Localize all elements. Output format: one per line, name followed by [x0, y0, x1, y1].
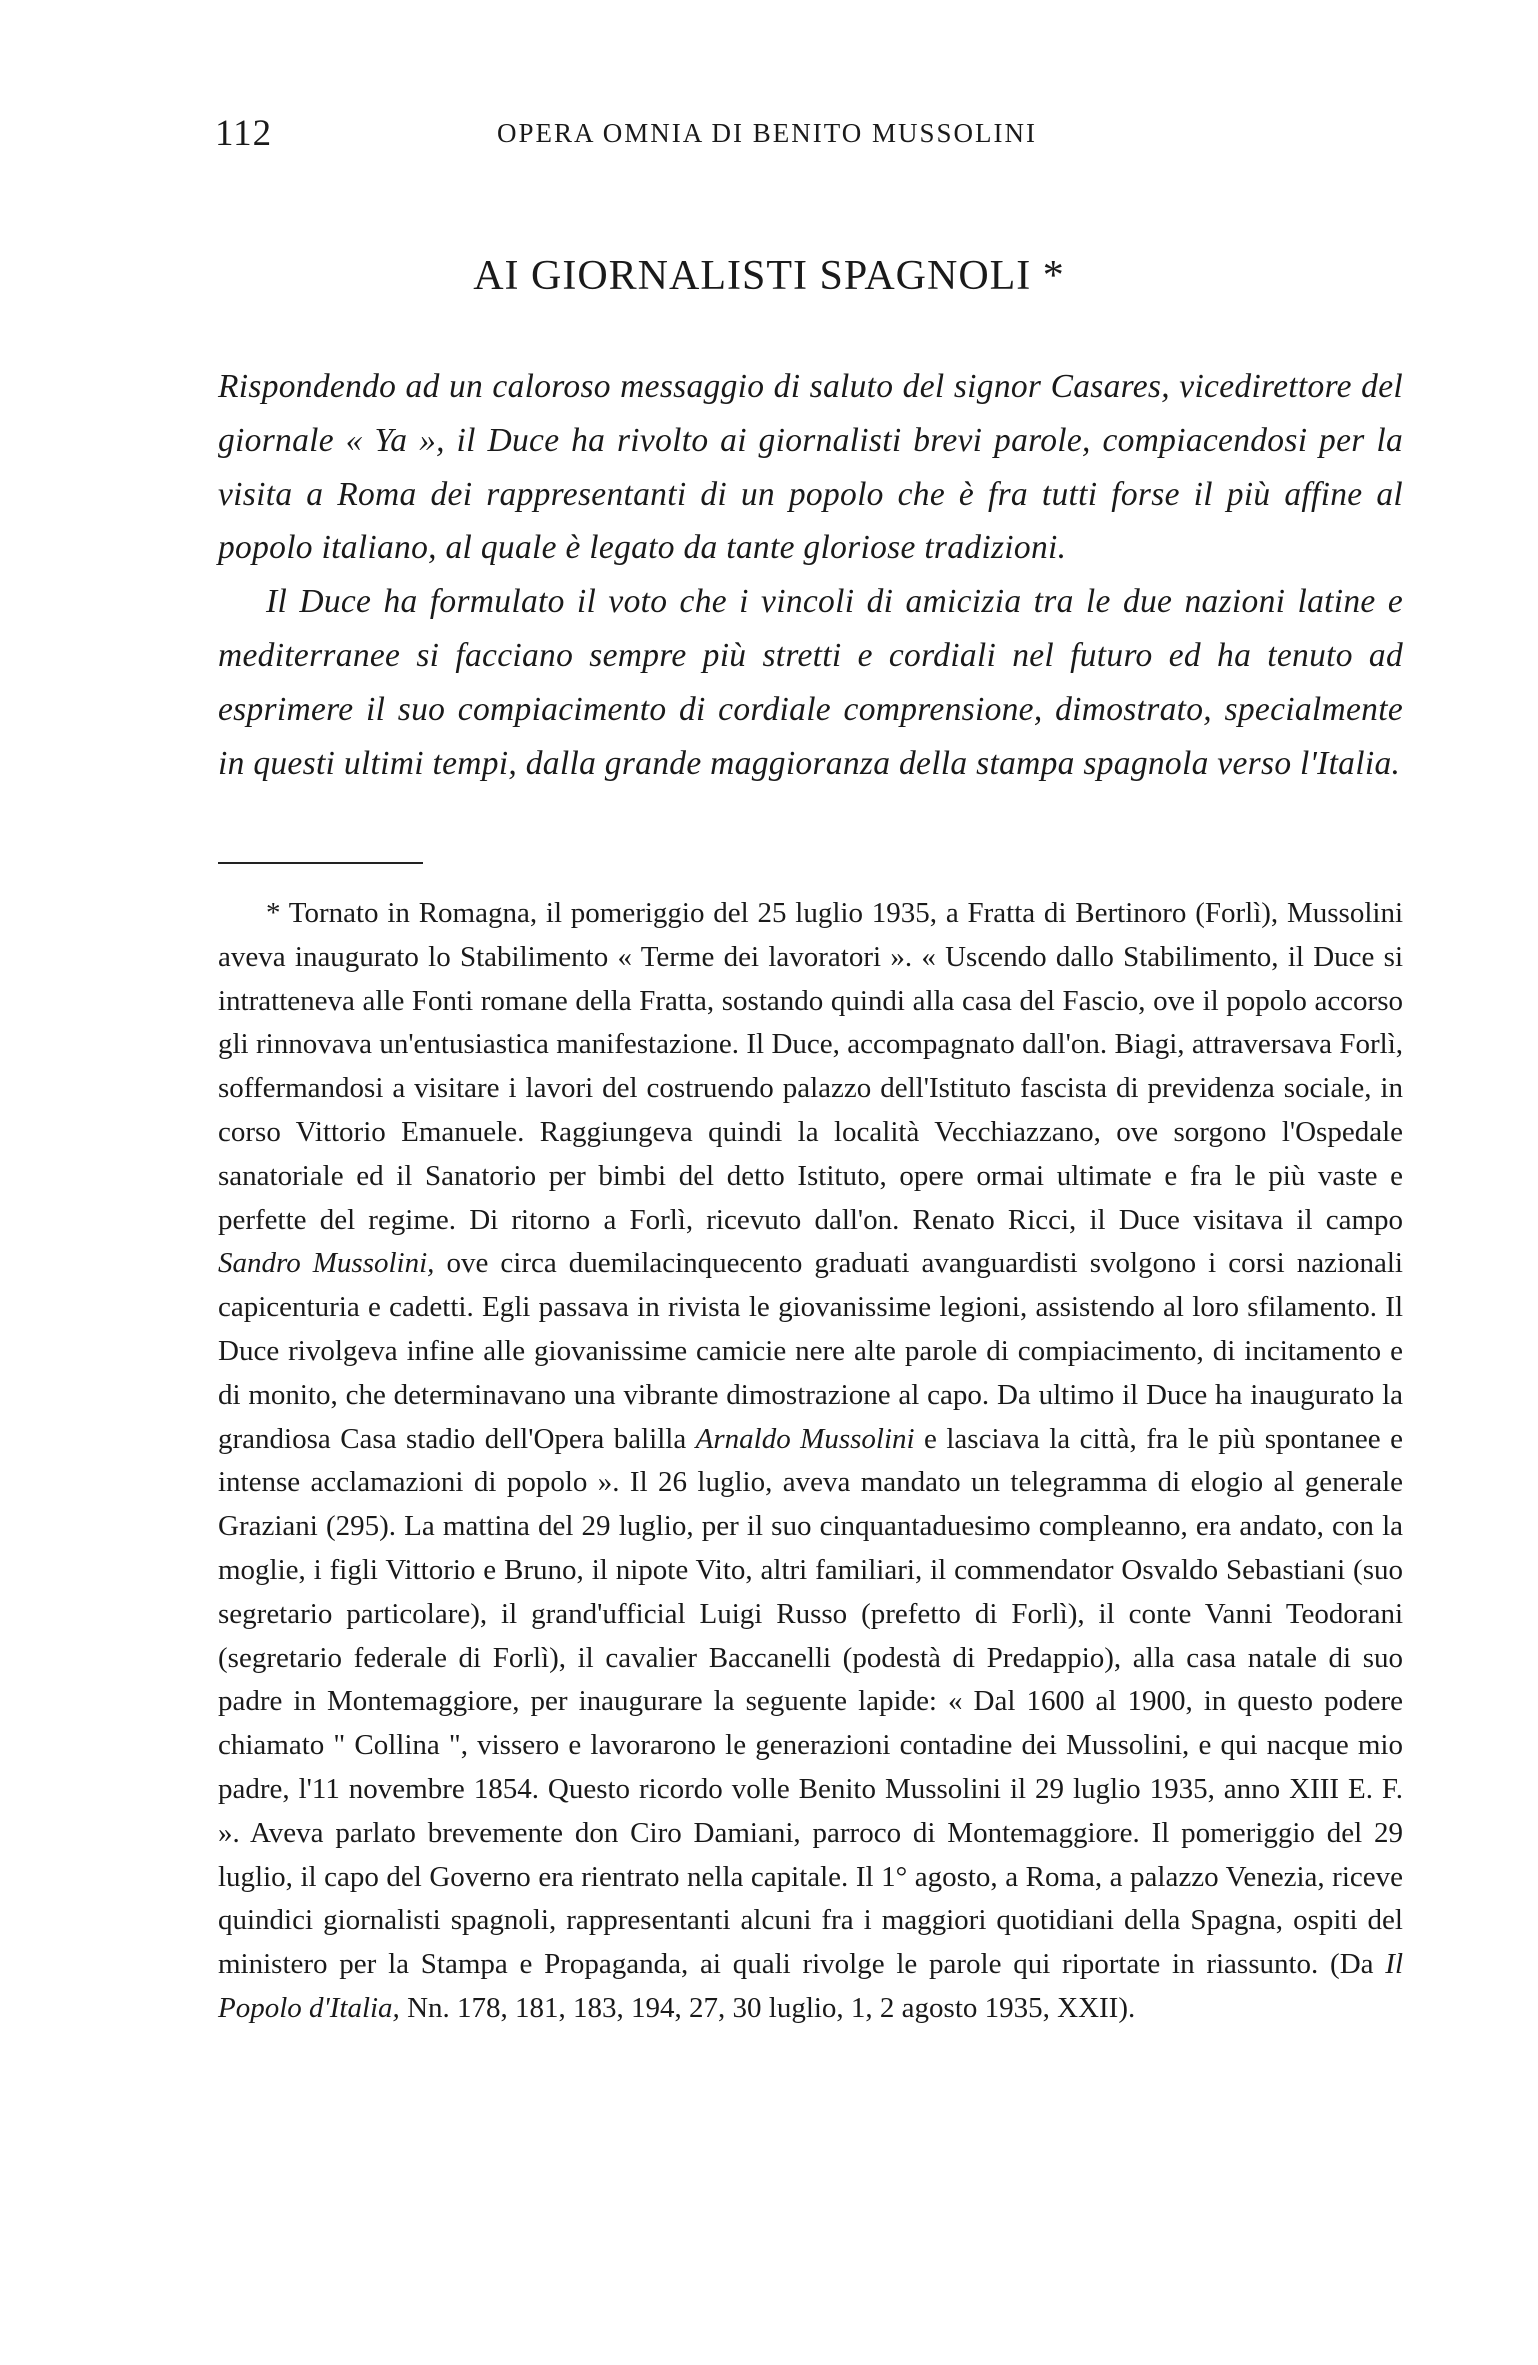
intro-text — [218, 360, 1403, 790]
article-title: AI GIORNALISTI SPAGNOLI * — [473, 253, 1065, 299]
footnote-text-4: Nn. 178, 181, 183, 194, 27, 30 luglio, 1, 2 agosto 1935, XXII). — [399, 1991, 1136, 2024]
footnote — [218, 892, 1403, 2031]
intro-paragraph-1: Rispondendo ad un caloroso messaggio di saluto del signor Casares, vicedirettore del giornale « Ya », il Duce ha rivolto ai giornalisti brevi parole, compiacendosi per la visita a Roma dei rappresentanti di un popolo che è fra tutti forse il più affine al popolo italiano, al quale è legato da tante gloriose tradizioni. — [218, 368, 1403, 567]
footnote-marker: * — [266, 897, 281, 929]
footnote-text-2: ove circa duemilacinquecento graduati avanguardisti svolgono i corsi nazionali capicenturia e cadetti. Egli passava in rivista le giovanissime legioni, assistendo al loro sfilamento. Il Duce rivolgeva infine alle giovanissime camicie nere alte parole di compiacimento, di incitamento e di monito, che determinavano una vibrante dimostrazione al capo. Da ultimo il Duce ha inaugurato la grandiosa Casa stadio dell'Opera balilla — [218, 1247, 1403, 1455]
footnote-text-3: e lasciava la città, fra le più spontanee e intense acclamazioni di popolo ». Il 26 luglio, aveva mandato un telegramma di elogio al generale Graziani (295). La mattina del 29 luglio, per il suo cinquantaduesimo compleanno, era andato, con la moglie, i figli Vittorio e Bruno, il nipote Vito, altri familiari, il commendator Osvaldo Sebastiani (suo segretario particolare), il grand'ufficial Luigi Russo (prefetto di Forlì), il conte Vanni Teodorani (segretario federale di Forlì), il cavalier Baccanelli (podestà di Predappio), alla casa natale di suo padre in Montemaggiore, per inaugurare la seguente lapide: « Dal 1600 al 1900, in questo podere chiamato " Collina ", vissero e lavorarono le generazioni contadine dei Mussolini, e qui nacque mio padre, l'11 novembre 1854. Questo ricordo volle Benito Mussolini il 29 luglio 1935, anno XIII E. F. ». Aveva parlato brevemente don Ciro Damiani, parroco di Montemaggiore. Il pomeriggio del 29 luglio, il capo del Governo era rientrato nella capitale. Il 1° agosto, a Roma, a palazzo Venezia, riceve quindici giornalisti spagnoli, rappresentanti alcuni fra i maggiori quotidiani della Spagna, ospiti del ministero per la Stampa e Propaganda, ai quali rivolge le parole qui riportate in riassunto. (Da — [218, 1422, 1403, 1981]
running-head — [215, 112, 1405, 162]
footnote-italic-3: Il Popolo d'Italia, — [218, 1948, 1403, 2024]
footnote-paragraph — [218, 892, 1403, 2031]
footnote-divider — [218, 862, 423, 864]
intro-paragraph-2: Il Duce ha formulato il voto che i vincoli di amicizia tra le due nazioni latine e mediterranee si facciano sempre più stretti e cordiali nel futuro ed ha tenuto ad esprimere il suo compiacimento di cordiale comprensione, dimostrato, specialmente in questi ultimi tempi, dalla grande maggioranza della stampa spagnola verso l'Italia. — [218, 583, 1403, 782]
footnote-italic-1: Sandro Mussolini, — [218, 1247, 435, 1280]
running-title: OPERA OMNIA DI BENITO MUSSOLINI — [497, 118, 1038, 148]
footnote-text-1: Tornato in Romagna, il pomeriggio del 25 luglio 1935, a Fratta di Bertinoro (Forlì), Mussolini aveva inaugurato lo Stabilimento « Terme dei lavoratori ». « Uscendo dallo Stabilimento, il Duce si intratteneva alle Fonti romane della Fratta, sostando quindi alla casa del Fascio, ove il popolo accorso gli rinnovava un'entusiastica manifestazione. Il Duce, accompagnato dall'on. Biagi, attraversava Forlì, soffermandosi a visitare i lavori del costruendo palazzo dell'Istituto fascista di previdenza sociale, in corso Vittorio Emanuele. Raggiungeva quindi la località Vecchiazzano, ove sorgono l'Ospedale sanatoriale ed il Sanatorio per bimbi del detto Istituto, opere ormai ultimate e fra le più vaste e perfette del regime. Di ritorno a Forlì, ricevuto dall'on. Renato Ricci, il Duce visitava il campo — [218, 897, 1403, 1236]
footnote-italic-2: Arnaldo Mussolini — [695, 1422, 915, 1455]
page-number: 112 — [215, 113, 273, 154]
